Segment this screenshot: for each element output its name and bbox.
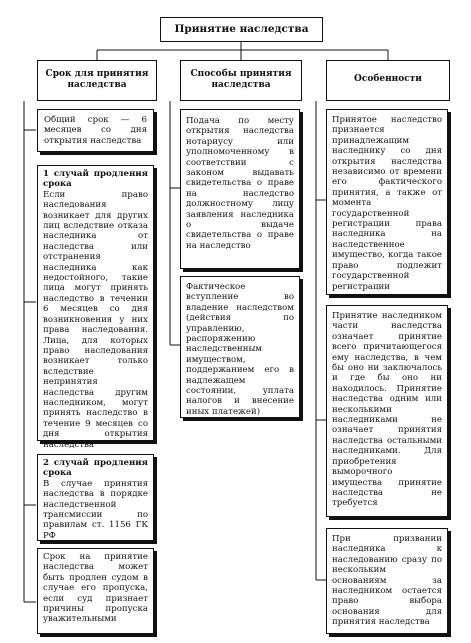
court-extension-text: Срок на принятие наследства может быть продлен судом в случае его пропуска, если суд признает причины пропуска уважительными (43, 552, 148, 625)
features-box-3 (326, 528, 448, 634)
notary-method-text: Подача по месту открытия наследства нотариусу или уполномоченному в соответствии с законом выдавать свидетельства о праве на наследство должностному лицу заявления наследника о выдаче свидетельства о праве на наследство (186, 116, 294, 251)
actual-possession-box (180, 276, 300, 418)
features-text-2: Принятие наследником части наследства означает принятие всего причитающегося ему наследства, в чем бы оно ни заключалось и где бы оно ни находилось. Принятие наследства одним или несколькими наследниками не означает принятия наследства остальными наследниками. Для приобретения выморочного имущества принятие наследства не требуется (332, 311, 442, 509)
header-deadline: Срок для принятия наследства (37, 60, 157, 101)
extension-case-1-text: Если право наследования возникает для других лиц вследствие отказа наследника от наследства или отстранения наследника как недостойного, такие лица могут принять наследство в течении 6 месяцев со дня возникновения у них права наследования. Лица, для которых право наследования возникает только вследствие непринятия наследства другим наследником, могут принять наследство в течение 9 месяцев со дня открытия наследства (43, 189, 148, 450)
header-features: Особенности (326, 60, 450, 101)
extension-case-2-box (37, 454, 154, 541)
actual-possession-text: Фактическое вступление во владение наследством (действия по управлению, распоряжению наследственным имуществом, поддержанием его в надлежащем состоянии, уплата налогов и внесение иных платежей) (186, 282, 294, 417)
notary-method-box (180, 109, 300, 269)
general-term-box (37, 109, 154, 152)
extension-case-1-title: 1 случай продления срока (43, 169, 148, 190)
extension-case-2-text: В случае принятия наследства в порядке наследственной трансмиссии по правилам ст. 1156 ГК РФ (43, 478, 148, 541)
general-term-text: Общий срок — 6 месяцев со дня открытия наследства (44, 115, 147, 146)
features-box-2 (326, 305, 448, 517)
features-box-1 (326, 109, 448, 295)
extension-case-2-title: 2 случай продления срока (43, 458, 148, 479)
extension-case-1-box (37, 165, 154, 450)
header-methods: Способы принятия наследства (180, 60, 302, 101)
diagram-title: Принятие наследства (160, 17, 323, 42)
features-text-1: Принятое наследство признается принадлежащим наследнику со дня открытия наследства независимо от времени его фактического принятия, а также от момента государственной регистрации права наследника на наследственное имущество, когда такое право подлежит государственной регистрации (332, 115, 442, 292)
features-text-3: При призвании наследника к наследованию сразу по нескольким основаниям за наследником остается право выбора основания для принятия наследства (332, 534, 442, 628)
court-extension-box (37, 548, 154, 634)
